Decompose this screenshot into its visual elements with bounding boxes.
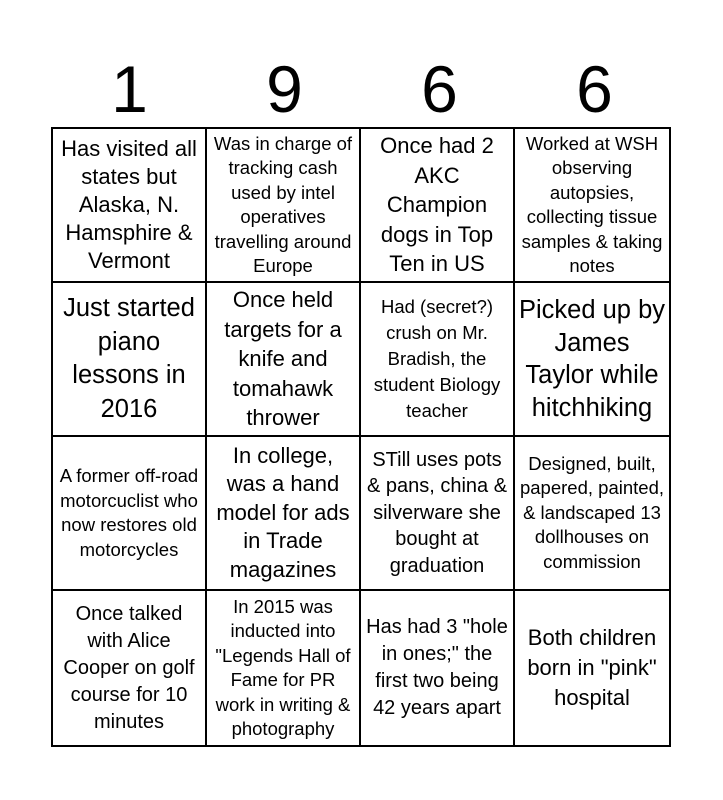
cell-text: Was in charge of tracking cash used by intel operatives travelling around Europe: [213, 132, 353, 276]
cell-text: Just started piano lessons in 2016: [63, 294, 195, 423]
bingo-cell[interactable]: [515, 437, 669, 591]
bingo-cell[interactable]: [53, 591, 207, 745]
cell-text: In college, was a hand model for ads in Trade magazines: [216, 442, 350, 582]
cell-text: Picked up by James Taylor while hitchhiking: [519, 296, 666, 422]
bingo-header: [52, 52, 672, 127]
bingo-cell[interactable]: [361, 129, 515, 283]
cell-text: A former off-road motorcuclist who now restores old motorcycles: [59, 465, 199, 560]
cell-text: Designed, built, papered, painted, & landscaped 13 dollhouses on commission: [519, 452, 664, 572]
cell-text: STill uses pots & pans, china & silverware she bought at graduation: [366, 448, 508, 577]
cell-text: Worked at WSH observing autopsies, collecting tissue samples & taking notes: [521, 132, 663, 276]
bingo-cell[interactable]: [361, 283, 515, 437]
bingo-cell[interactable]: [207, 283, 361, 437]
bingo-cell[interactable]: [53, 283, 207, 437]
bingo-cell[interactable]: [207, 437, 361, 591]
bingo-cell[interactable]: [515, 129, 669, 283]
header-letter: 1: [111, 52, 148, 126]
header-letter: 9: [266, 52, 303, 126]
bingo-cell[interactable]: [361, 437, 515, 591]
cell-text: Has had 3 "hole in ones;" the first two being 42 years apart: [366, 616, 508, 719]
cell-text: In 2015 was inducted into "Legends Hall of Fame for PR work in writing & photography: [215, 595, 351, 739]
bingo-cell[interactable]: [515, 591, 669, 745]
bingo-cell[interactable]: [53, 129, 207, 283]
bingo-cell[interactable]: [207, 129, 361, 283]
bingo-grid: [51, 127, 671, 747]
cell-text: Once held targets for a knife and tomahawk thrower: [224, 287, 342, 431]
bingo-cell[interactable]: [361, 591, 515, 745]
cell-text: Both children born in "pink" hospital: [527, 625, 657, 710]
cell-text: Once talked with Alice Cooper on golf course for 10 minutes: [63, 602, 195, 733]
cell-text: Once had 2 AKC Champion dogs in Top Ten in US: [380, 133, 494, 277]
bingo-cell[interactable]: [515, 283, 669, 437]
header-letter: 6: [421, 52, 458, 126]
header-letter: 6: [576, 52, 613, 126]
bingo-cell[interactable]: [207, 591, 361, 745]
bingo-cell[interactable]: [53, 437, 207, 591]
cell-text: Has visited all states but Alaska, N. Hamsphire & Vermont: [61, 136, 197, 273]
cell-text: Had (secret?) crush on Mr. Bradish, the student Biology teacher: [373, 296, 501, 421]
